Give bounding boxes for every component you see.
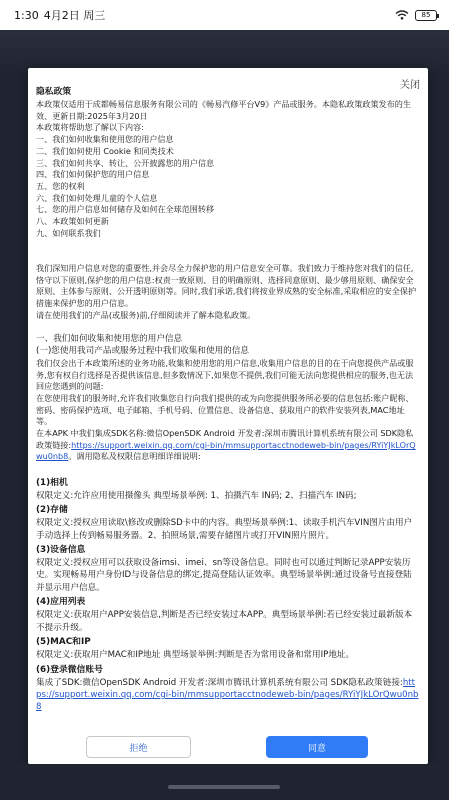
collected-info-paragraph: 在您使用我们的服务时,允许我们收集您自行向我们提供的或为向您提供服务所必要的信息包括:账户昵称、密码、密码保护选项、电子邮箱、手机号码、位置信息、设备信息、获取用户的软件安装列表,MAC地址等。 xyxy=(36,392,414,427)
policy-toc-lead: 本政策将帮助您了解以下内容: xyxy=(36,122,144,133)
home-indicator[interactable] xyxy=(168,785,280,789)
perm-mac-desc: 权限定义:获取用户MAC和IP地址 典型场景举例:判断是否为常用设备和常用IP地址。 xyxy=(36,650,355,661)
toc-item-1: 一、我们如何收集和使用您的用户信息 xyxy=(36,134,174,145)
status-left xyxy=(14,7,105,23)
status-right xyxy=(395,10,437,21)
toc-item-7: 七、您的用户信息如何储存及如何在全球范围转移 xyxy=(36,204,215,215)
toc-item-4: 四、我们如何保护您的用户信息 xyxy=(36,169,150,180)
battery-level: 85 xyxy=(421,10,431,19)
perm-camera-desc: 权限定义:允许应用使用摄像头 典型场景举例: 1、拍摄汽车 IN码; 2、扫描汽车 IN码; xyxy=(36,490,357,501)
wechat-sdk-link[interactable]: https://support.weixin.qq.com/cgi-bin/mmsupportacctnodeweb-bin/pages/RYiYJkLOrQwu0nb8 xyxy=(36,677,419,713)
sdk-privacy-link[interactable]: https://support.weixin.qq.com/cgi-bin/mmsupportacctnodeweb-bin/pages/RYiYJkLOrQwu0nb8 xyxy=(36,439,416,462)
policy-content[interactable] xyxy=(36,84,420,736)
perm-mac-title: (5)MAC和IP xyxy=(36,637,91,648)
privacy-dialog xyxy=(28,68,428,764)
section-1-sub: (一)您使用我司产品或服务过程中我们收集和使用的信息 xyxy=(36,346,249,357)
sdk-text: 在本APK 中我们集成SDK名称:微信OpenSDK Android 开发者:深圳市腾讯计算机系统有限公司 SDK隐私政策链接: xyxy=(36,428,414,450)
wechat-sdk-text: 集成了SDK:微信OpenSDK Android 开发者:深圳市腾讯计算机系统有限公司 SDK隐私政策链接: xyxy=(36,677,403,688)
navigation-area xyxy=(0,764,449,800)
sdk-text-tail: 。调用隐私及权限信息明细详细说明: xyxy=(68,451,201,462)
spacer xyxy=(36,251,420,263)
toc-item-3: 三、我们如何共享、转让、公开披露您的用户信息 xyxy=(36,157,215,168)
toc-item-6: 六、我们如何处理儿童的个人信息 xyxy=(36,192,158,203)
status-date: 4月2日 周三 xyxy=(43,9,106,22)
toc-item-9: 九、如何联系我们 xyxy=(36,227,101,238)
read-notice: 请在使用我们的产品(或服务)前,仔细阅读并了解本隐私政策。 xyxy=(36,309,256,320)
section-1-title: 一、我们如何收集和使用您的用户信息 xyxy=(36,334,183,345)
reject-button[interactable]: 拒绝 xyxy=(86,736,191,758)
perm-wechat-desc xyxy=(36,677,420,714)
perm-storage-desc: 权限定义:授权应用读取\修改或删除SD卡中的内容。典型场景举例:1、读取手机汽车VIN图片由用户手动选择上传到畅易服务器。2、拍照场景,需要存储图片或打开VIN照片照片。 xyxy=(36,518,413,541)
battery-icon xyxy=(415,10,437,21)
policy-intro: 本政策仅适用于成都畅易信息服务有限公司的《畅易汽修平台V9》产品或服务。本隐私政策政策发布的生效、更新日期:2025年3月20日 xyxy=(36,99,411,121)
policy-title: 隐私政策 xyxy=(36,87,72,97)
perm-storage-title: (2)存储 xyxy=(36,505,68,516)
perm-applist-desc: 权限定义:获取用户APP安装信息,判断是否已经安装过本APP。典型场景举例:若已经安装过最新版本不提示升级。 xyxy=(36,610,413,633)
agree-button[interactable]: 同意 xyxy=(266,736,368,758)
spacer xyxy=(36,239,420,251)
close-button[interactable]: 关闭 xyxy=(400,76,420,91)
perm-device-title: (3)设备信息 xyxy=(36,545,86,556)
sdk-paragraph xyxy=(36,428,420,463)
status-bar xyxy=(0,0,449,30)
toc-item-2: 二、我们如何使用 Cookie 和同类技术 xyxy=(36,145,174,156)
perm-device-desc: 权限定义:授权应用可以获取设备imsi、imei、sn等设备信息。同时也可以通过判断记录APP安装历史。实现畅易用户身份ID与设备信息的绑定,提高登陆认证效率。典型场景举例:通过设备号直接登陆并显示用户信息。 xyxy=(36,558,412,593)
wifi-icon xyxy=(395,10,409,20)
perm-camera-title: (1)相机 xyxy=(36,477,68,488)
spacer xyxy=(36,321,420,333)
collection-paragraph: 我们仅会出于本政策所述的业务功能,收集和使用您的用户信息,收集用户信息的目的在于向您提供产品或服务,您有权自行选择是否提供该信息,但多数情况下,如果您不提供,我们可能无法向您提供相应的服务,也无法回应您遇到的问题: xyxy=(36,357,414,392)
perm-wechat-title: (6)登录微信账号 xyxy=(36,664,103,675)
toc-item-8: 八、本政策如何更新 xyxy=(36,216,109,227)
toc-item-5: 五、您的权利 xyxy=(36,180,85,191)
principles-paragraph: 我们深知用户信息对您的重要性,并会尽全力保护您的用户信息安全可靠。我们致力于维持您对我们的信任,恪守以下原则,保护您的用户信息:权责一致原则、目的明确原则、选择同意原则、最少够用原则、确保安全原则、主体参与原则、公开透明原则等。同时,我们承诺,我们将按业界成熟的安全标准,采取相应的安全保护措施来保护您的用户信息。 xyxy=(36,262,417,308)
spacer xyxy=(36,463,420,475)
perm-applist-title: (4)应用列表 xyxy=(36,597,86,608)
status-time: 1:30 xyxy=(14,8,39,22)
